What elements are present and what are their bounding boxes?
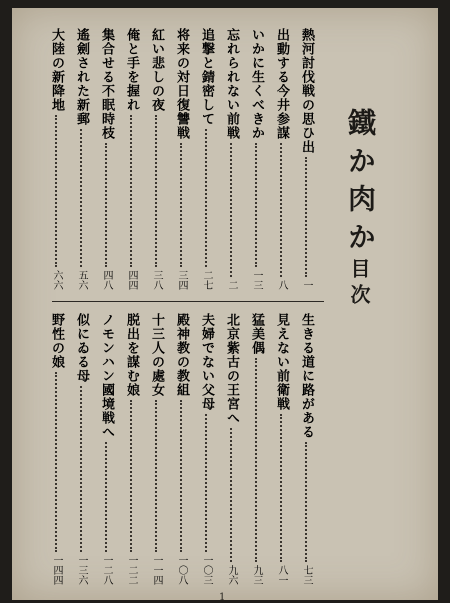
leader-dots: [205, 129, 207, 267]
toc-entry-page: 一: [301, 280, 312, 290]
toc-entry-title: 遙劍された新郵: [74, 28, 89, 126]
toc-entry-title: 生きる道に路がある: [299, 313, 314, 439]
leader-dots: [205, 414, 207, 552]
toc-entry-page: 二: [226, 280, 237, 290]
leader-dots: [180, 143, 182, 267]
toc-entry-page: 八: [276, 280, 287, 290]
toc-entry-page: 一〇三: [201, 555, 212, 585]
toc-entry-title: ノモンハン國境戦へ: [99, 313, 114, 439]
toc-entry-page: 四八: [101, 270, 112, 290]
toc-entry-title: 見えない前衛戦: [274, 313, 289, 411]
toc-entry: [299, 28, 313, 290]
toc-entry-page: 一二八: [101, 555, 112, 585]
toc-entry: [174, 313, 188, 585]
toc-entry: [124, 313, 138, 585]
toc-entry-page: 一〇八: [176, 555, 187, 585]
toc-entry: [74, 313, 88, 585]
toc-entry-page: 一三: [251, 270, 262, 290]
toc-entry-page: 三八: [151, 270, 162, 290]
toc-entry-title: 十三人の處女: [149, 313, 164, 397]
toc-entry-title: 熱河討伐戦の思ひ出: [299, 28, 314, 154]
toc-heading: 目次: [347, 258, 371, 310]
toc-entry-title: 似にゐる母: [74, 313, 89, 383]
toc-entry: [124, 28, 138, 290]
toc-entry: [99, 313, 113, 585]
toc-entry: [99, 28, 113, 290]
toc-entry-title: 脱出を謀む娘: [124, 313, 139, 397]
toc-entry-title: いかに生くべきか: [249, 28, 264, 140]
toc-entry-page: 五六: [76, 270, 87, 290]
toc-entry-title: 忘れられない前戦: [224, 28, 239, 140]
toc-entry-title: 追撃と錆密して: [199, 28, 214, 126]
toc-entry-title: 夫婦でない父母: [199, 313, 214, 411]
leader-dots: [305, 442, 307, 562]
leader-dots: [80, 386, 82, 552]
toc-entry: [274, 313, 288, 585]
leader-dots: [255, 358, 257, 562]
toc-entry-page: 三四: [176, 270, 187, 290]
toc-entry-page: 一四四: [51, 555, 62, 585]
toc-entry-title: 将来の対日復讐戦: [174, 28, 189, 140]
leader-dots: [305, 157, 307, 277]
toc-entry-title: 俺と手を握れ: [124, 28, 139, 112]
leader-dots: [280, 414, 282, 562]
book-page: [12, 8, 438, 603]
toc-entry: [249, 313, 263, 585]
toc-entry-title: 殿神教の教組: [174, 313, 189, 397]
leader-dots: [130, 400, 132, 552]
toc-entry-page: 四四: [126, 270, 137, 290]
toc-entry: [299, 313, 313, 585]
toc-entry-page: 八一: [276, 565, 287, 585]
toc-entry-title: 紅い悲しの夜: [149, 28, 164, 112]
toc-entry-title: 北京紫古の王宮へ: [224, 313, 239, 425]
toc-entry-title: 集合せる不眠時枝: [99, 28, 114, 140]
toc-entry: [249, 28, 263, 290]
toc-entry: [274, 28, 288, 290]
toc-entry-page: 一二二: [126, 555, 137, 585]
toc-entry: [74, 28, 88, 290]
page-folio: 1: [219, 592, 226, 603]
toc-entry-title: 猛美偶: [249, 313, 264, 355]
leader-dots: [230, 143, 232, 277]
leader-dots: [155, 115, 157, 267]
toc-entry-page: 二七: [201, 270, 212, 290]
toc-entry: [224, 313, 238, 585]
toc-entry-page: 六六: [51, 270, 62, 290]
toc-entry-page: 九六: [226, 565, 237, 585]
leader-dots: [55, 115, 57, 267]
leader-dots: [105, 143, 107, 267]
toc-entry: [224, 28, 238, 290]
toc-entry: [199, 313, 213, 585]
section-divider: [52, 301, 324, 302]
leader-dots: [180, 400, 182, 552]
toc-entry-page: 一一四: [151, 555, 162, 585]
toc-entry-page: 一三六: [76, 555, 87, 585]
toc-entry-page: 七三: [301, 565, 312, 585]
leader-dots: [280, 143, 282, 277]
toc-entry: [149, 28, 163, 290]
toc-entry-title: 大陸の新降地: [49, 28, 64, 112]
leader-dots: [255, 143, 257, 267]
toc-entry: [49, 28, 63, 290]
toc-entry: [49, 313, 63, 585]
book-title: 鐵か肉か: [344, 108, 377, 260]
leader-dots: [155, 400, 157, 552]
toc-entry-title: 野性の娘: [49, 313, 64, 369]
leader-dots: [230, 428, 232, 562]
toc-entry: [199, 28, 213, 290]
toc-entry: [149, 313, 163, 585]
toc-entry-title: 出動する今井参謀: [274, 28, 289, 140]
toc-entry-page: 九三: [251, 565, 262, 585]
toc-entry: [174, 28, 188, 290]
leader-dots: [105, 442, 107, 552]
leader-dots: [80, 129, 82, 267]
leader-dots: [130, 115, 132, 267]
leader-dots: [55, 372, 57, 552]
